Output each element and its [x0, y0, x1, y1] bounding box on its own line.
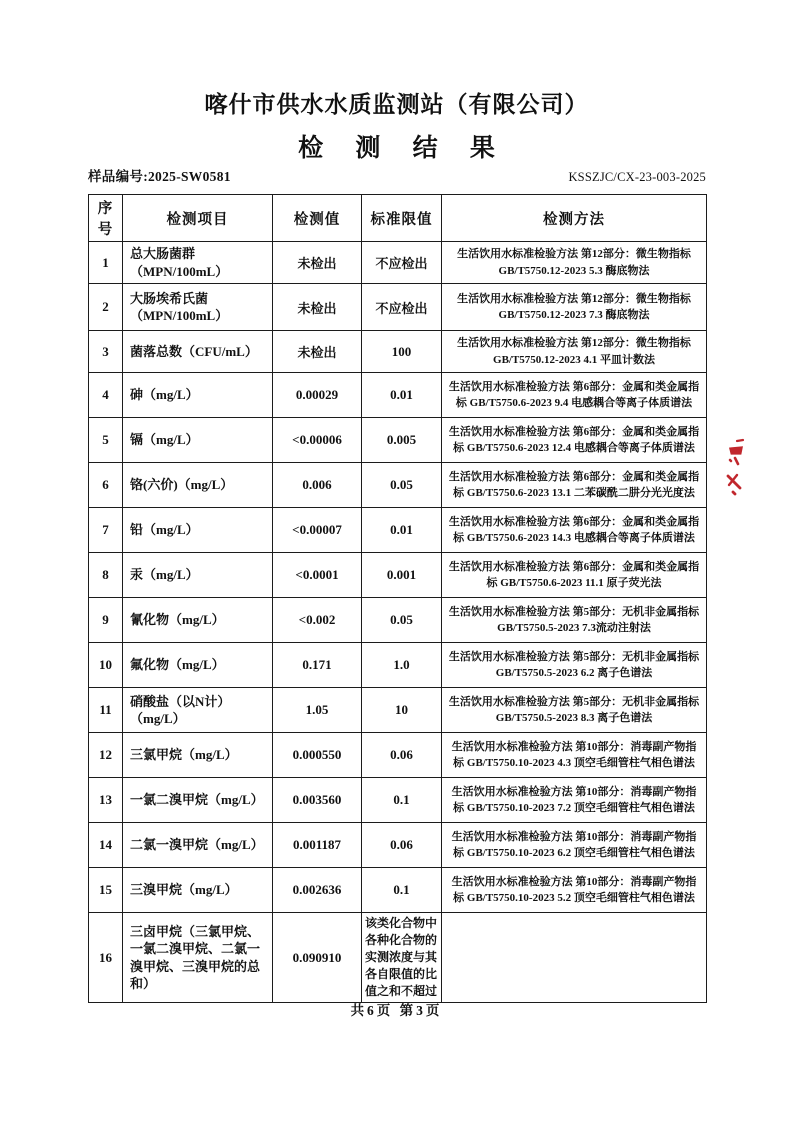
test-item-cell: 铅（mg/L） — [123, 508, 273, 553]
measured-value-cell: 0.003560 — [273, 778, 362, 823]
row-index-cell: 2 — [89, 284, 123, 331]
document-code: KSSZJC/CX-23-003-2025 — [568, 170, 706, 184]
standard-limit-cell: 0.01 — [362, 508, 442, 553]
measured-value-cell: <0.002 — [273, 598, 362, 643]
standard-limit-cell: 不应检出 — [362, 242, 442, 284]
row-index-cell: 10 — [89, 643, 123, 688]
table-row — [89, 508, 707, 553]
measured-value-cell: <0.00007 — [273, 508, 362, 553]
standard-limit-cell: 0.06 — [362, 733, 442, 778]
measured-value-cell: <0.00006 — [273, 418, 362, 463]
table-row — [89, 913, 707, 1003]
test-method-cell: 生活饮用水标准检验方法 第5部分：无机非金属指标 GB/T5750.5-2023 7.3流动注射法 — [442, 598, 707, 643]
test-item-cell: 镉（mg/L） — [123, 418, 273, 463]
measured-value-cell: 0.002636 — [273, 868, 362, 913]
table-row — [89, 733, 707, 778]
test-item-cell: 氰化物（mg/L） — [123, 598, 273, 643]
results-table-body — [89, 242, 707, 1003]
standard-limit-cell: 不应检出 — [362, 284, 442, 331]
header-test-item: 检测项目 — [123, 195, 273, 242]
test-item-cell: 三氯甲烷（mg/L） — [123, 733, 273, 778]
report-subtitle: 检 测 结 果 — [298, 135, 508, 162]
measured-value-cell: 未检出 — [273, 242, 362, 284]
table-row — [89, 284, 707, 331]
sample-number: 样品编号:2025-SW0581 — [88, 169, 231, 184]
test-item-cell: 氟化物（mg/L） — [123, 643, 273, 688]
header-standard-limit: 标准限值 — [362, 195, 442, 242]
table-row — [89, 688, 707, 733]
meta-row — [88, 165, 706, 185]
test-method-cell: 生活饮用水标准检验方法 第12部分：微生物指标GB/T5750.12-2023 4.1 平皿计数法 — [442, 331, 707, 373]
test-method-cell: 生活饮用水标准检验方法 第6部分：金属和类金属指标 GB/T5750.6-2023 12.4 电感耦合等离子体质谱法 — [442, 418, 707, 463]
test-method-cell: 生活饮用水标准检验方法 第10部分：消毒副产物指标 GB/T5750.10-2023 5.2 顶空毛细管柱气相色谱法 — [442, 868, 707, 913]
measured-value-cell: <0.0001 — [273, 553, 362, 598]
measured-value-cell: 未检出 — [273, 331, 362, 373]
measured-value-cell: 0.090910 — [273, 913, 362, 1003]
standard-limit-cell: 0.05 — [362, 598, 442, 643]
test-method-cell: 生活饮用水标准检验方法 第10部分：消毒副产物指标 GB/T5750.10-2023 7.2 顶空毛细管柱气相色谱法 — [442, 778, 707, 823]
results-table — [88, 194, 707, 1003]
test-item-cell: 三溴甲烷（mg/L） — [123, 868, 273, 913]
test-item-cell: 总大肠菌群（MPN/100mL） — [123, 242, 273, 284]
table-row — [89, 823, 707, 868]
measured-value-cell: 0.00029 — [273, 373, 362, 418]
standard-limit-cell: 0.005 — [362, 418, 442, 463]
test-item-cell: 菌落总数（CFU/mL） — [123, 331, 273, 373]
test-method-cell: 生活饮用水标准检验方法 第12部分：微生物指标 GB/T5750.12-2023 5.3 酶底物法 — [442, 242, 707, 284]
table-header-row — [89, 195, 707, 242]
test-method-cell — [442, 913, 707, 1003]
test-item-cell: 铬(六价)（mg/L） — [123, 463, 273, 508]
measured-value-cell: 0.001187 — [273, 823, 362, 868]
report-title: 喀什市供水水质监测站（有限公司） — [204, 92, 589, 117]
test-method-cell: 生活饮用水标准检验方法 第10部分：消毒副产物指标 GB/T5750.10-2023 6.2 顶空毛细管柱气相色谱法 — [442, 823, 707, 868]
test-method-cell: 生活饮用水标准检验方法 第5部分：无机非金属指标 GB/T5750.5-2023 6.2 离子色谱法 — [442, 643, 707, 688]
table-row — [89, 418, 707, 463]
test-item-cell: 一氯二溴甲烷（mg/L） — [123, 778, 273, 823]
row-index-cell: 5 — [89, 418, 123, 463]
test-method-cell: 生活饮用水标准检验方法 第6部分：金属和类金属指标 GB/T5750.6-2023 9.4 电感耦合等离子体质谱法 — [442, 373, 707, 418]
table-row — [89, 463, 707, 508]
test-method-cell: 生活饮用水标准检验方法 第5部分：无机非金属指标 GB/T5750.5-2023 8.3 离子色谱法 — [442, 688, 707, 733]
header-index: 序号 — [89, 195, 123, 242]
test-item-cell: 大肠埃希氏菌 （MPN/100mL） — [123, 284, 273, 331]
test-method-cell: 生活饮用水标准检验方法 第12部分：微生物指标 GB/T5750.12-2023 7.3 酶底物法 — [442, 284, 707, 331]
standard-limit-cell: 该类化合物中各种化合物的实测浓度与其各自限值的比值之和不超过 — [362, 913, 442, 1003]
table-row — [89, 778, 707, 823]
page-footer: 共6页 第3页 — [350, 1003, 443, 1018]
row-index-cell: 8 — [89, 553, 123, 598]
row-index-cell: 12 — [89, 733, 123, 778]
test-item-cell: 硝酸盐（以N计） （mg/L） — [123, 688, 273, 733]
row-index-cell: 16 — [89, 913, 123, 1003]
test-item-cell: 砷（mg/L） — [123, 373, 273, 418]
table-row — [89, 598, 707, 643]
test-method-cell: 生活饮用水标准检验方法 第6部分：金属和类金属指标 GB/T5750.6-2023 11.1 原子荧光法 — [442, 553, 707, 598]
measured-value-cell: 0.006 — [273, 463, 362, 508]
measured-value-cell: 未检出 — [273, 284, 362, 331]
standard-limit-cell: 1.0 — [362, 643, 442, 688]
measured-value-cell: 0.000550 — [273, 733, 362, 778]
test-method-cell: 生活饮用水标准检验方法 第6部分：金属和类金属指标 GB/T5750.6-2023 13.1 二苯碳酰二肼分光光度法 — [442, 463, 707, 508]
table-row — [89, 242, 707, 284]
standard-limit-cell: 0.1 — [362, 868, 442, 913]
standard-limit-cell: 0.1 — [362, 778, 442, 823]
row-index-cell: 11 — [89, 688, 123, 733]
row-index-cell: 3 — [89, 331, 123, 373]
test-item-cell: 汞（mg/L） — [123, 553, 273, 598]
test-method-cell: 生活饮用水标准检验方法 第6部分：金属和类金属指标 GB/T5750.6-2023 14.3 电感耦合等离子体质谱法 — [442, 508, 707, 553]
row-index-cell: 15 — [89, 868, 123, 913]
measured-value-cell: 1.05 — [273, 688, 362, 733]
header-test-method: 检测方法 — [442, 195, 707, 242]
row-index-cell: 4 — [89, 373, 123, 418]
handwritten-red-check-mark-icon — [722, 436, 752, 500]
table-row — [89, 331, 707, 373]
standard-limit-cell: 0.05 — [362, 463, 442, 508]
table-row — [89, 553, 707, 598]
standard-limit-cell: 0.001 — [362, 553, 442, 598]
row-index-cell: 9 — [89, 598, 123, 643]
measured-value-cell: 0.171 — [273, 643, 362, 688]
row-index-cell: 14 — [89, 823, 123, 868]
row-index-cell: 6 — [89, 463, 123, 508]
table-row — [89, 643, 707, 688]
table-row — [89, 373, 707, 418]
row-index-cell: 1 — [89, 242, 123, 284]
row-index-cell: 7 — [89, 508, 123, 553]
standard-limit-cell: 0.06 — [362, 823, 442, 868]
test-item-cell: 二氯一溴甲烷（mg/L） — [123, 823, 273, 868]
standard-limit-cell: 0.01 — [362, 373, 442, 418]
standard-limit-cell: 10 — [362, 688, 442, 733]
standard-limit-cell: 100 — [362, 331, 442, 373]
row-index-cell: 13 — [89, 778, 123, 823]
table-row — [89, 868, 707, 913]
header-measured-value: 检测值 — [273, 195, 362, 242]
test-method-cell: 生活饮用水标准检验方法 第10部分：消毒副产物指标 GB/T5750.10-2023 4.3 顶空毛细管柱气相色谱法 — [442, 733, 707, 778]
test-item-cell: 三卤甲烷（三氯甲烷、一氯二溴甲烷、二氯一溴甲烷、三溴甲烷的总和） — [123, 913, 273, 1003]
